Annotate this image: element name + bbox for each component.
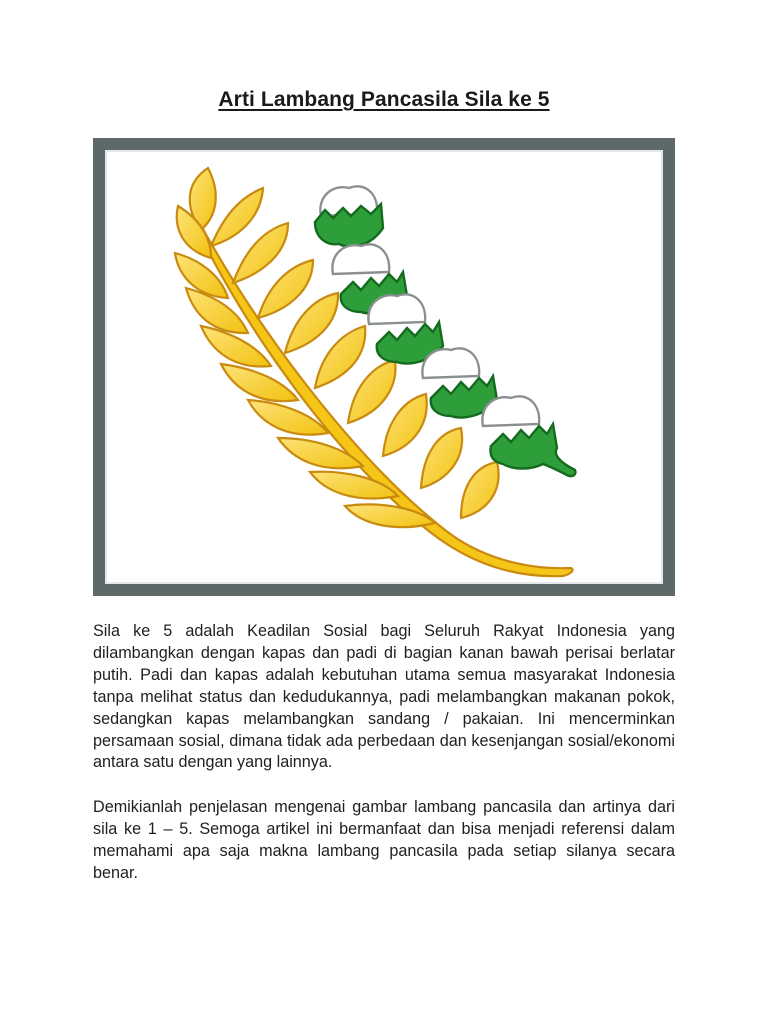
paragraph-sila-5-meaning: Sila ke 5 adalah Keadilan Sosial bagi Seluruh Rakyat Indonesia yang dilambangkan dengan kapas dan padi di bagian kanan bawah perisai berlatar putih. Padi dan kapas adalah kebutuhan utama semua masyarakat Indonesia tanpa melihat status dan kedudukannya, padi melambangkan makanan pokok, sedangkan kapas melambangkan sandang / pakaian. Ini mencerminkan persamaan sosial, dimana tidak ada perbedaan dan kesenjangan sosial/ekonomi antara satu dengan yang lainnya. (93, 622, 675, 772)
emblem-figure (93, 138, 675, 596)
page-title-text: Arti Lambang Pancasila Sila ke 5 (218, 88, 550, 111)
padi-kapas-illustration (93, 138, 675, 596)
page-title (0, 88, 768, 112)
paragraph-conclusion: Demikianlah penjelasan mengenai gambar lambang pancasila dan artinya dari sila ke 1 – 5. Semoga artikel ini bermanfaat dan bisa menjadi referensi dalam memahami apa saja makna lambang pancasila pada setiap silanya secara benar. (93, 798, 675, 882)
